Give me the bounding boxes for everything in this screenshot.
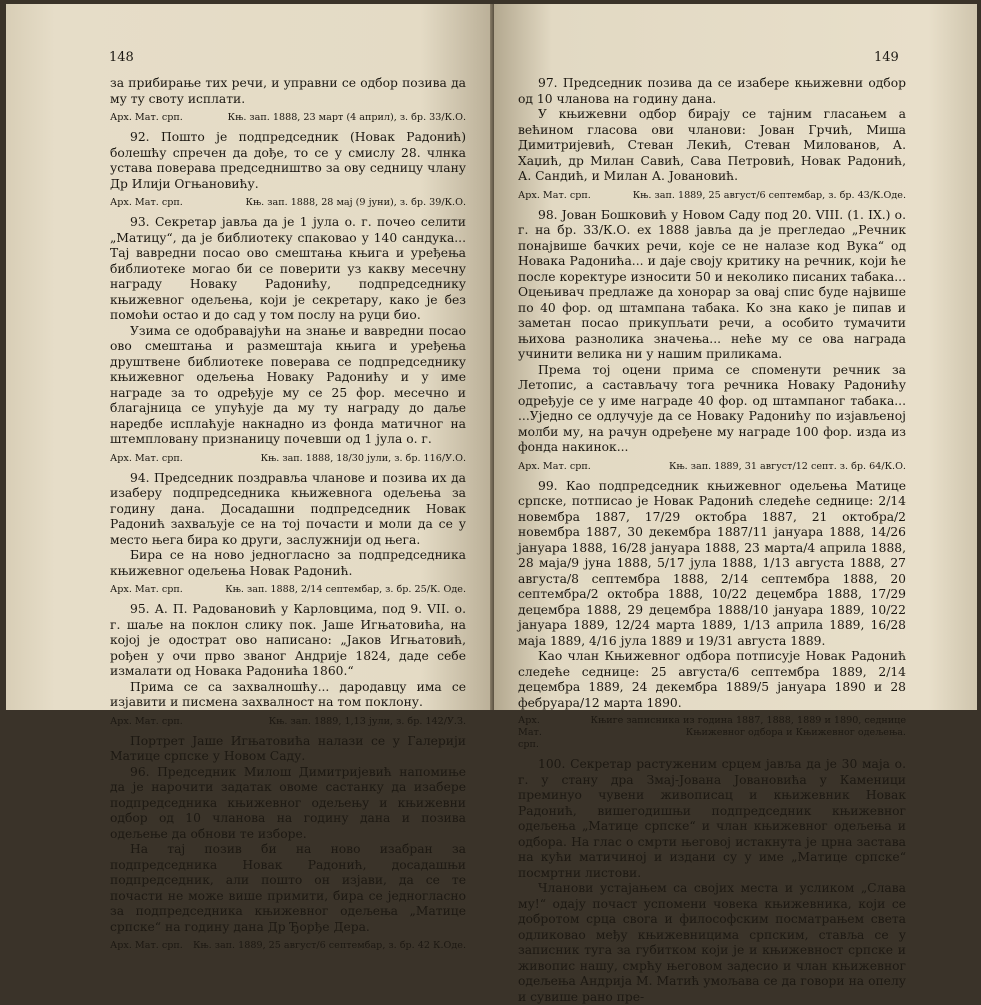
archive-reference <box>110 111 466 124</box>
archive-reference <box>518 460 906 473</box>
record-citation: Књ. зап. 1888, 18/30 јули, з. бр. 116/У.О. <box>260 452 466 464</box>
archive-reference <box>518 715 906 751</box>
archive-label: Арх. Мат. срп. <box>110 715 183 727</box>
archive-label: Арх. Мат. срп. <box>110 584 183 595</box>
paragraph: 92. Пошто је подпредседник (Новак Радонић) болешћу спречен да дође, то се у смислу 28. члнка устава поверава председништво за ову седницу члану Др Илији Огњановићу. <box>110 130 466 191</box>
archive-label: Арх. Мат. срп. <box>518 460 591 472</box>
open-book <box>6 4 977 1004</box>
archive-reference <box>110 939 466 952</box>
paragraph: 99. Као подпредседник књижевног одељења Матице српске, потписао је Новак Радонић следеће седнице: 2/14 новембра 1887, 17/29 октобра 1887, 21 октобра/2 новембра 1887, 30 декембра 1887/11 јануара 1888, 14/26 јануара 1888, 16/28 јануара 1888, 23 марта/4 априла 1888, 28 маја/9 јуна 1888, 5/17 јула 1888, 1/13 августа 1888, 27 августа/8 септембра 1888, 2/14 септембра 1888, 20 септембра/2 октобра 1888, 10/22 децембра 1888, 17/29 децембра 1888, 29 децембра 1888/10 јануара 1889, 10/22 јануара 1889, 12/24 марта 1889, 1/13 априла 1889, 16/28 маја 1889, 4/16 јула 1889 и 19/31 августа 1889. <box>518 478 906 648</box>
page-number: 149 <box>874 50 899 65</box>
right-page <box>494 4 977 1004</box>
left-page <box>6 4 494 951</box>
page-number: 148 <box>109 50 134 65</box>
paragraph: за прибирање тих речи, и управни се одбор позива да му ту своту исплати. <box>110 76 466 106</box>
archive-reference <box>110 583 466 596</box>
archive-label: Арх. Мат. срп. <box>518 715 542 750</box>
paragraph: Чланови устајањем са својих места и усликом „Слава му!“ одају почаст успомени човека књижевника, који се добротом срца свога и философским посматрањем света одликовао међу књижевницима српским, стављa се у записник туга за губитком који је и књижевност српске и живопис нашу, смрћу његовом задесио и члан књижевног одељења Андрија М. Матић умољава се да говори на опелу и сувише рано пре- <box>518 881 906 1004</box>
archive-label: Арх. Мат. срп. <box>518 189 591 201</box>
paragraph: 96. Председник Милош Димитријевић напомиње да је нарочити задатак овоме састанку да изабере подпредседника књижевног одељењу и књижевни одбор од 10 чланова на годину дана и позива одељење да обнови те изборе. <box>110 764 466 841</box>
record-citation: Књ. зап. 1889, 25 август/6 септембар, з. бр. 43/К.Оде. <box>632 189 906 201</box>
paragraph: Према тој оцени прима се споменути речник за Летопис, а састављачу тога речника Новаку Радонићу одређује се у име награде 40 фор. од штампаног табака... ...Уједно се одлучује да се Новаку Радонићу по изјављеној молби му, на рачун одређене му награде 100 фор. изда из фонда накинок... <box>518 362 906 454</box>
archive-label: Арх. Мат. срп. <box>110 940 183 951</box>
record-citation: Књ. зап. 1889, 31 август/12 септ. з. бр. 64/К.О. <box>669 460 906 472</box>
paragraph: 93. Секретар јавља да је 1 јула о. г. почео селити „Матицу“, да је библиотеку спаковао у 140 сандука... Тај вавредни посао ово смештања књига и уређења библиотеке могао би се поверити уз какву месечну награду Новаку Радонићу, подпредседнику књижевног одељења, који је секретару, како је без помоћи остао и до сад у том послу на руци био. <box>110 215 466 322</box>
record-citation: Књ. зап. 1888, 23 март (4 април), з. бр. 33/К.О. <box>227 112 466 123</box>
archive-label: Арх. Мат. срп. <box>110 452 183 464</box>
paragraph: Прима се са захвалношћу... дародавцу има се изјавити и писмена захвалност на том поклону. <box>110 679 466 709</box>
paragraph: 100. Секретар растуженим срцем јавља да је 30 маја о. г. у стану дра Змај-Јована Јовановића у Каменици преминуо чувени живописац и књижевник Новак Радонић, вишегодишњи подпредседник књижевног одељења „Матице српске“ и члан књижевног одељења и одбора. На глас о смрти његовој истакнута је црна застава на кући матичиној и издани су у име „Матице српске“ посмртни листови. <box>518 757 906 880</box>
archive-reference <box>110 196 466 209</box>
archive-label: Арх. Мат. срп. <box>110 197 183 208</box>
archive-reference <box>518 189 906 202</box>
text-column <box>110 76 466 958</box>
paragraph: Портрет Јаше Игњатовића налази се у Галерији Матице српске у Новом Саду. <box>110 733 466 763</box>
record-citation: Књиге записника из година 1887, 1888, 1889 и 1890, седнице Књижевног одбора и Књижевног одељења. <box>590 715 906 738</box>
archive-reference <box>110 715 466 728</box>
record-citation: Књ. зап. 1888, 2/14 септембар, з. бр. 25/К. Оде. <box>225 584 466 595</box>
record-citation: Књ. зап. 1889, 25 август/6 септембар, з. бр. 42 К.Оде. <box>192 940 466 951</box>
record-citation: Књ. зап. 1888, 28 мај (9 јуни), з. бр. 39/К.О. <box>245 197 466 208</box>
record-citation: Књ. зап. 1889, 1,13 јули, з. бр. 142/У.З. <box>268 715 466 727</box>
archive-reference <box>110 452 466 465</box>
paragraph: 95. А. П. Радовановић у Карловцима, под 9. VII. о. г. шаље на поклон слику пок. Јаше Игњатовића, на којој је одострат ово написано: „Јаков Игњатовић, рођен у очи прво званог Андрије 1824, даде себе измалати од Новака Радонића 1860.“ <box>110 602 466 678</box>
paragraph: Узима се одобравајући на знање и вавредни посао ово смештања и размештаја књига и уређења друштвене библиотеке поверава се подпредседнику књижевног одељења Новаку Радонићу и у име награде за то одређује му се 25 фор. месечно и благајница се упућује да му ту награду до даље наредбе исплаћује накнадно из фонда матичног на штемпловану признаницу почевши од 1 јула о. г. <box>110 323 466 446</box>
text-column <box>518 76 906 1005</box>
paragraph: У књижевни одбор бирају се тајним гласањем а већином гласова ови чланови: Јован Грчић, Миша Димитријевић, Стеван Лекић, Стеван Милованов, А. Хаџић, др Милан Савић, Сава Петровић, Новак Радонић, А. Сандић, и Милан А. Јовановић. <box>518 107 906 183</box>
paragraph: 94. Председник поздравља чланове и позива их да изаберу подпредседника књижевнога одељења за годину дана. Досадашни подпредседник Новак Радонић захваљује се на тој почасти и моли да се у место њега бира ко други, заслужнији од њега. <box>110 470 466 547</box>
archive-label: Арх. Мат. срп. <box>110 112 183 123</box>
paragraph: 97. Председник позива да се изабере књижевни одбор од 10 чланова на годину дана. <box>518 76 906 106</box>
paragraph: Бира се на ново једногласно за подпредседника књижевног одељења Новак Радонић. <box>110 548 466 578</box>
paragraph: На тај позив би на ново изабран за подпредседника Новак Радонић, досадашњи подпредседник, али пошто он изјави, да се те почасти не може више примити, бира се једногласно за подпредседника књижевног одељења „Матице српске“ на годину дана Др Ђорђе Дера. <box>110 842 466 934</box>
paragraph: Као члан Књижевног одбора потписује Новак Радонић следеће седнице: 25 августа/6 септембра 1889, 2/14 децембра 1889, 24 декембра 1889/5 јануара 1890 и 28 фебруара/12 марта 1890. <box>518 649 906 710</box>
paragraph: 98. Јован Бошковић у Новом Саду под 20. VIII. (1. IX.) о. г. на бр. 33/К.О. ех 1888 јавља да је прегледао „Речник понајвише бачких речи, које се не налазе код Вука“ од Новака Радонића... и даје своју критику на речник, који ће после коректуре износити 50 и неколико писаних табака... Оцењивач предлаже да хонорар за овај спис буде највише по 40 фор. од штампана табака. Ко зна како је пипав и заметан посао прикупљати речи, а особито тумачити њихова разнолика значења... неће му се ова награда учинити велика ни у нашим приликама. <box>518 207 906 361</box>
